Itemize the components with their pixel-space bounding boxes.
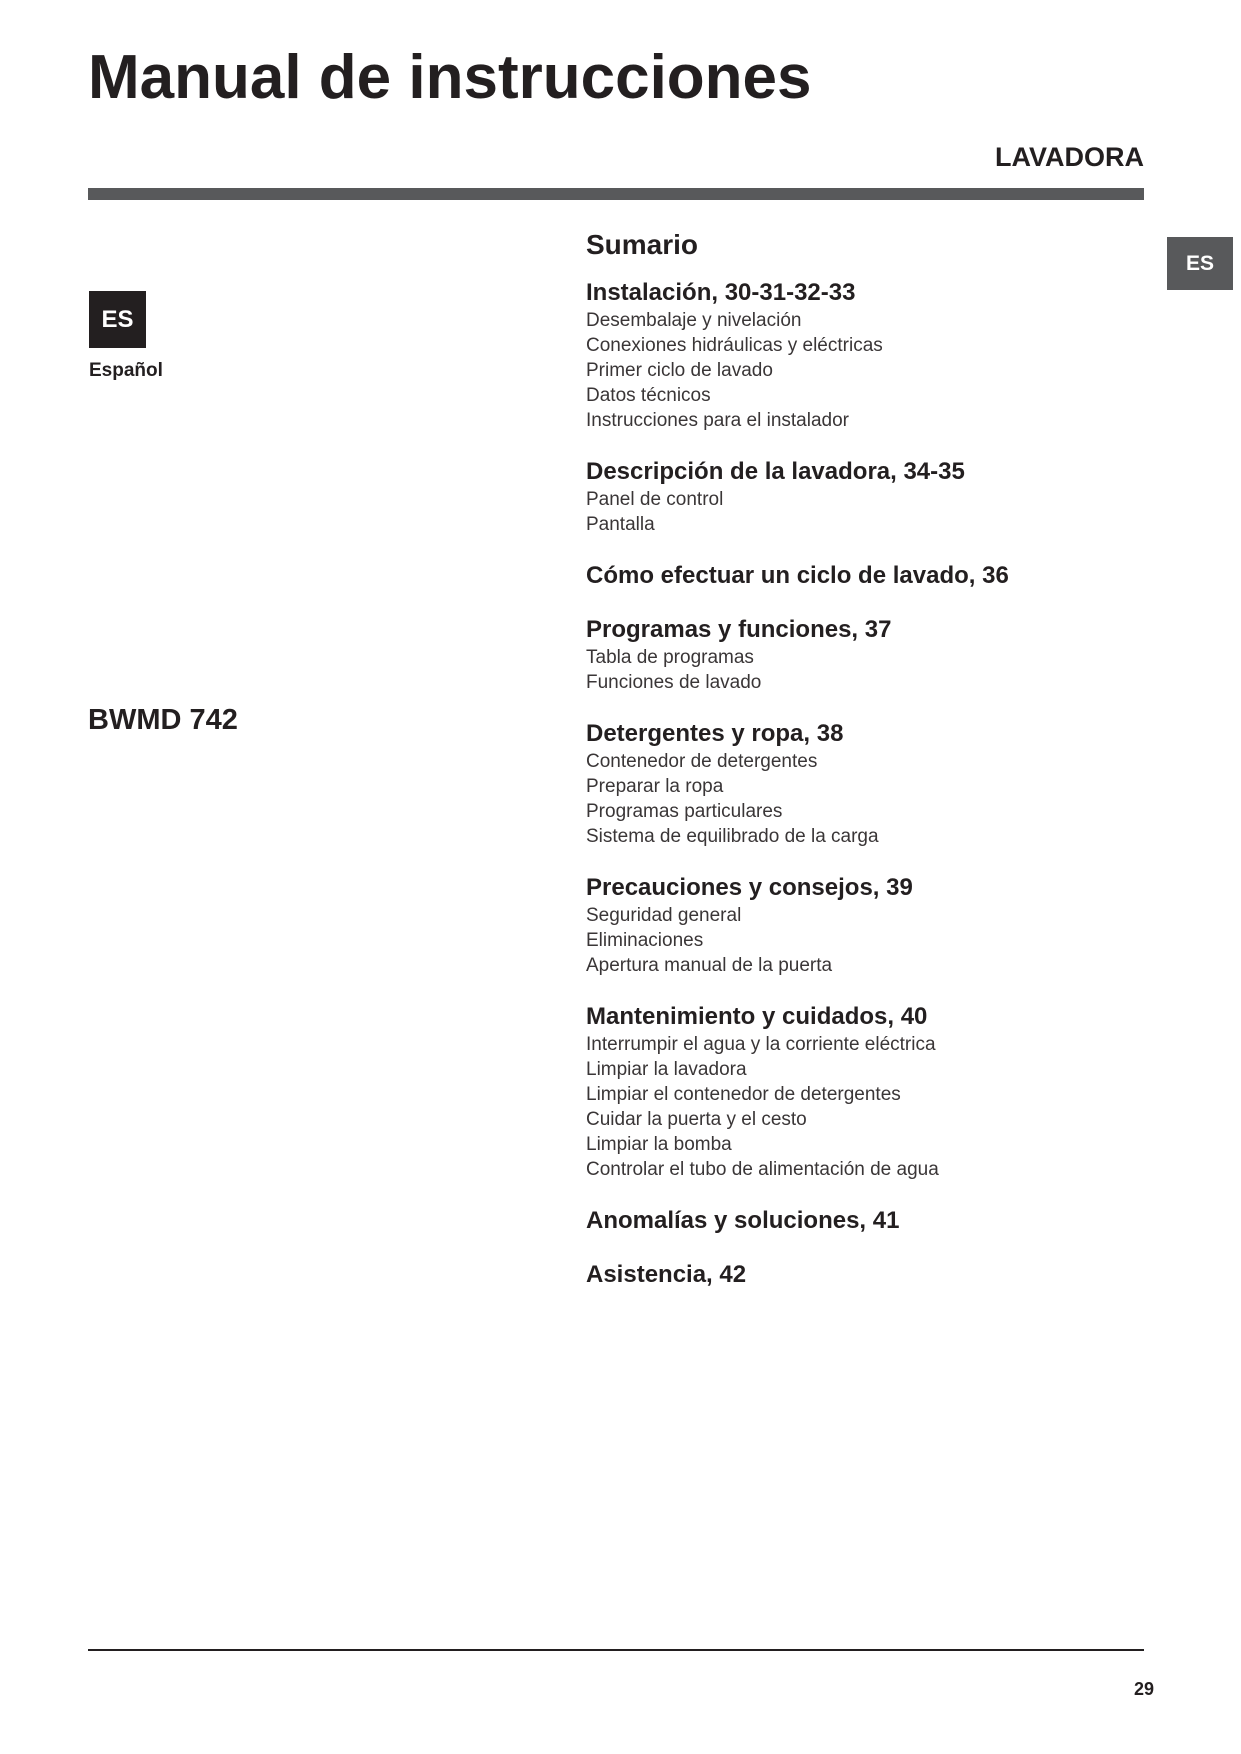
toc-section-heading: Cómo efectuar un ciclo de lavado, 36 [586,562,1009,589]
language-name: Español [89,360,163,381]
toc-sub-item: Controlar el tubo de alimentación de agua [586,1159,939,1180]
toc-sub-item: Tabla de programas [586,647,754,668]
language-code-badge: ES [89,291,146,348]
toc-sub-item: Interrumpir el agua y la corriente eléctrica [586,1034,936,1055]
toc-section [586,1002,1106,1182]
toc-section-heading: Detergentes y ropa, 38 [586,720,844,747]
toc-section [586,873,1106,978]
toc-section-heading: Anomalías y soluciones, 41 [586,1207,900,1234]
toc-sub-item: Instrucciones para el instalador [586,410,849,431]
toc-section-heading: Precauciones y consejos, 39 [586,874,913,901]
toc-sub-item: Panel de control [586,489,724,510]
toc-section [586,615,1106,695]
toc-section [586,719,1106,849]
toc-sub-item: Preparar la ropa [586,776,724,797]
toc-sub-item: Desembalaje y nivelación [586,310,802,331]
toc-section-heading: Descripción de la lavadora, 34-35 [586,458,965,485]
toc-section [586,457,1106,537]
header-divider [88,188,1144,200]
toc-sub-item: Eliminaciones [586,930,704,951]
language-side-tab: ES [1167,237,1233,290]
toc-sub-item: Seguridad general [586,905,742,926]
toc-sections [586,278,1106,1290]
table-of-contents [586,226,1106,1314]
toc-sub-item: Funciones de lavado [586,672,762,693]
toc-section [586,278,1106,433]
product-type: LAVADORA [995,142,1144,172]
toc-sub-item: Limpiar el contenedor de detergentes [586,1084,901,1105]
toc-sub-item: Contenedor de detergentes [586,751,818,772]
toc-sub-item: Conexiones hidráulicas y eléctricas [586,335,883,356]
toc-sub-item: Sistema de equilibrado de la carga [586,826,879,847]
toc-section-heading: Asistencia, 42 [586,1261,747,1288]
toc-section [586,1260,1106,1290]
toc-sub-item: Limpiar la lavadora [586,1059,747,1080]
toc-section [586,1206,1106,1236]
toc-section [586,561,1106,591]
toc-sub-item: Datos técnicos [586,385,711,406]
model-number: BWMD 742 [88,704,238,736]
toc-sub-item: Apertura manual de la puerta [586,955,833,976]
toc-sub-item: Limpiar la bomba [586,1134,732,1155]
toc-section-heading: Instalación, 30-31-32-33 [586,279,856,306]
page-number: 29 [1133,1679,1154,1699]
toc-sub-item: Cuidar la puerta y el cesto [586,1109,807,1130]
toc-section-heading: Mantenimiento y cuidados, 40 [586,1003,928,1030]
toc-title: Sumario [586,229,699,260]
toc-sub-item: Pantalla [586,514,655,535]
toc-section-heading: Programas y funciones, 37 [586,616,892,643]
toc-sub-item: Primer ciclo de lavado [586,360,773,381]
toc-sub-item: Programas particulares [586,801,783,822]
footer-divider [88,1649,1144,1651]
page-title: Manual de instrucciones [88,43,812,112]
